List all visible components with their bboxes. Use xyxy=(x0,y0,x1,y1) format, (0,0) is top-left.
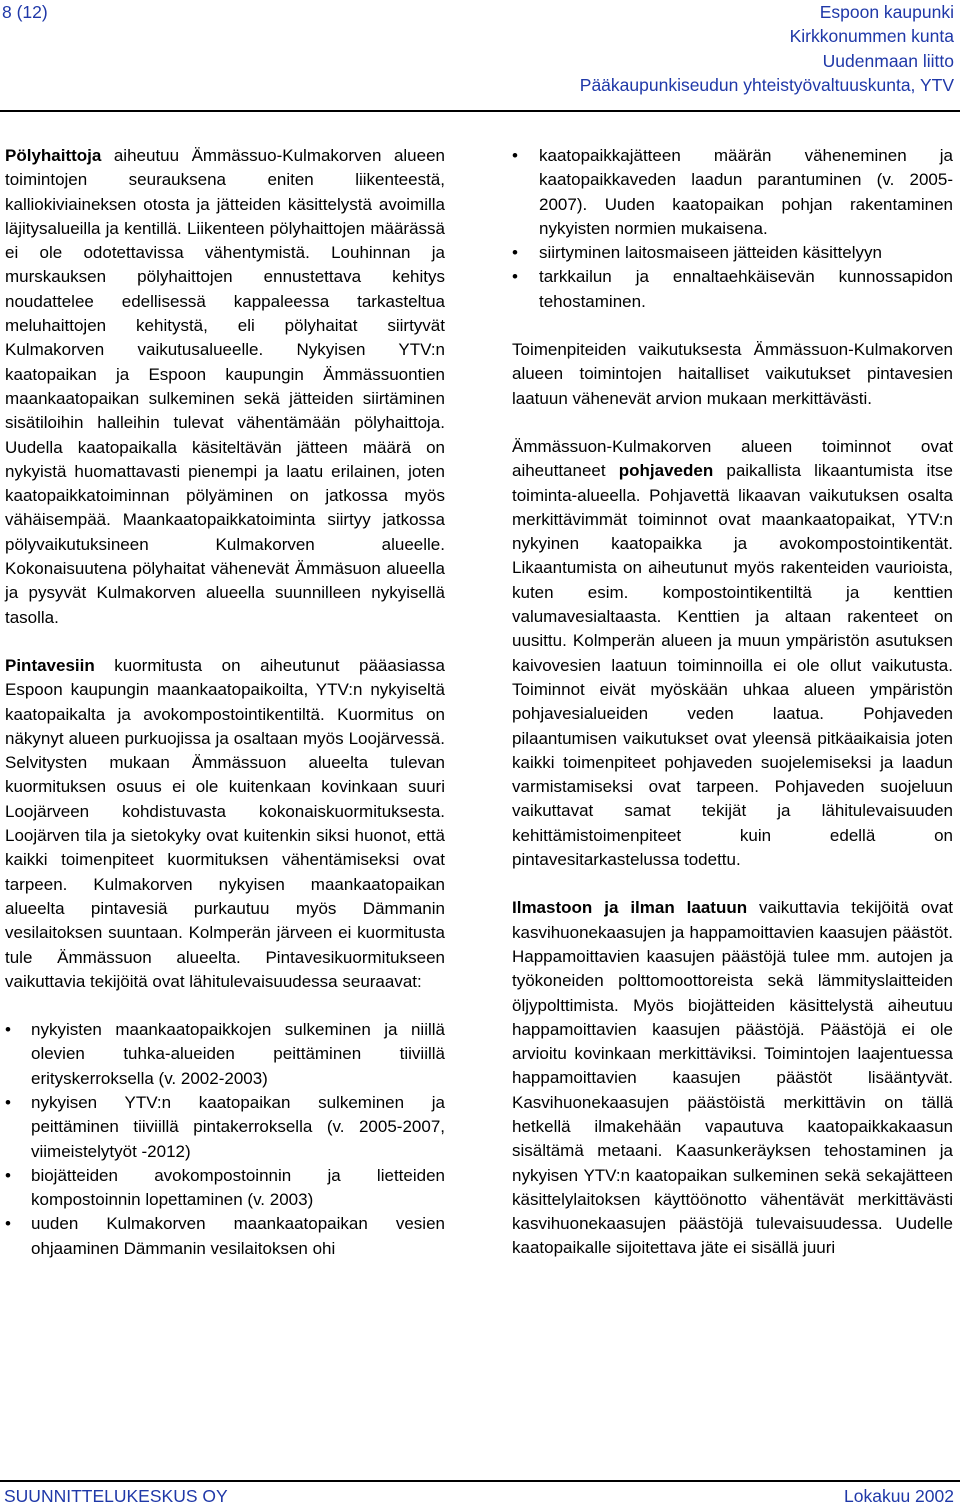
bullet-icon: • xyxy=(5,1214,11,1234)
list-item xyxy=(5,1091,445,1164)
list-item-text: uuden Kulmakorven maankaatopaikan vesien ohjaaminen Dämmanin vesilaitoksen ohi xyxy=(31,1214,445,1258)
org-ytv: Pääkaupunkiseudun yhteistyövaltuuskunta, YTV xyxy=(579,74,954,95)
groundwater-heading: pohjaveden xyxy=(618,461,714,481)
bullet-icon: • xyxy=(512,243,518,263)
org-uudenmaan-liitto: Uudenmaan liitto xyxy=(822,50,954,71)
list-item-text: biojätteiden avokompostoinnin ja lietteiden kompostoinnin lopettaminen (v. 2003) xyxy=(31,1165,445,1210)
climate-air-paragraph xyxy=(512,896,953,1260)
list-item xyxy=(5,1212,445,1261)
surface-water-paragraph xyxy=(5,654,445,994)
bullet-icon: • xyxy=(512,267,518,287)
list-item xyxy=(512,265,953,314)
surface-water-heading: Pintavesiin xyxy=(5,655,95,675)
bullet-icon: • xyxy=(512,146,518,165)
surface-water-text: kuormitusta on aiheutunut pääasiassa Espoon kaupungin maankaatopaikoilta, YTV:n nykyiseltä kaatopaikalta ja avokompostointikentiltä. Kuormitus on näkynyt alueen purkuojissa ja osaltaan myös Loojärvessä. Selvitysten mukaan Ämmässuon alueelta tulevan kuormituksen osuus ei ole kuitenkaan kovinkaan suuri Loojärveen kohdistuvasta kokonaiskuormituksesta. Loojärven tila ja sietokyky ovat kuitenkin siksi huonot, että kaikki toimenpiteet kuormituksen vähentämiseksi ovat tarpeen. Kulmakorven nykyisen maankaatopaikan alueelta pintavesiä purkautuu myös Dämmanin vesilaitoksen suuntaan. Kolmperän järveen ei kuormitusta tule Ämmässuon alueelta. Pintavesikuormitukseen vaikuttavia tekijöitä ovat lähitulevaisuudessa seuraavat: xyxy=(5,655,445,991)
groundwater-text: paikallista likaantumista itse toiminta-alueella. Pohjavettä likaavan vaikutuksen osalta merkittävimmät toiminnot ovat maankaatopaikat, YTV:n nykyinen kaatopaikka ja avokompostointikentät. Likaantumista on aiheutunut myös rakenteiden vaurioista, kuten esim. kompostointikentiltä ja kenttien valumavesialtaasta. Kenttien ja altaan rakenteet on uusittu. Kolmperän alueen ja muun ympäristön asutuksen kaivovesien laatuun toiminnoilla ei ole ollut vaikutusta. Toiminnot eivät myöskään uhkaa alueen ympäristön pohjavesialueiden veden laatua. Pohjaveden pilaantumisen vaikutukset ovat yleensä pitkäaikaisia joten kaikki toimenpiteet pohjaveden suojelemiseksi ja laadun varmistamiseksi ovat tarpeen. Pohjaveden suojeluun vaikuttavat samat tekijät ja lähitulevaisuuden kehittämistoimenpiteet kuin edellä on pintavesitarkastelussa todettu. xyxy=(512,461,954,870)
header-rule xyxy=(0,110,960,112)
list-item xyxy=(512,241,953,265)
list-item-text: siirtyminen laitosmaiseen jätteiden käsittelyyn xyxy=(539,243,882,263)
left-column xyxy=(5,144,445,1261)
footer-rule xyxy=(0,1480,960,1482)
page-number: 8 (12) xyxy=(2,2,48,22)
list-item-text: tarkkailun ja ennaltaehkäisevän kunnossapidon tehostaminen. xyxy=(539,267,953,311)
list-item-text: kaatopaikkajätteen määrän väheneminen ja kaatopaikkaveden laadun parantuminen (v. 2005-2007). Uuden kaatopaikan pohjan rakentaminen nykyisten normien mukaisena. xyxy=(539,146,953,238)
bullet-icon: • xyxy=(5,1165,11,1185)
list-item xyxy=(512,144,953,241)
climate-air-text: vaikuttavia tekijöitä ovat kasvihuonekaasujen ja happamoittavien kaasujen päästöt. Happamoittavien kaasujen päästöjä tulee mm. autojen ja työkoneiden polttomoottoreista sekä lämmityslaitteiden öljypolttimista. Myös biojätteiden käsittelystä aiheutuu happamoittavien kaasujen päästöjä. Päästöjä ei ole arvioitu kovinkaan merkittäviksi. Toimintojen laajentuessa happamoittavien kaasujen päästöt lisääntyvät. Kasvihuonekaasujen päästöistä merkittävin on tällä hetkellä ilmakehään vapautuva kaatopaikkakaasun sisältämä metaani. Kaasunkeräyksen tehostaminen ja nykyisen YTV:n kaatopaikan sulkeminen sekä sekajätteen käsittelylaitoksen käyttöönotto vähentävät merkittävästi kasvihuonekaasujen päästöjä tulevaisuudessa. Uudelle kaatopaikalle sijoitettava jäte ei sisällä juuri xyxy=(512,898,953,1258)
bullet-icon: • xyxy=(5,1092,11,1112)
groundwater-intro: Ämmässuon-Kulmakorven alueen toiminnot ovat aiheuttaneet xyxy=(512,436,953,481)
org-espoo: Espoon kaupunki xyxy=(819,2,954,22)
list-item xyxy=(5,1164,445,1213)
climate-air-heading: Ilmastoon ja ilman laatuun xyxy=(512,898,748,918)
list-item-text: nykyisen YTV:n kaatopaikan sulkeminen ja peittäminen tiiviillä pintakerroksella (v. 2005-2007, viimeistelytyöt -2012) xyxy=(31,1092,445,1161)
header-organizations xyxy=(580,0,954,97)
measures-effect-paragraph: Toimenpiteiden vaikutuksesta Ämmässuon-Kulmakorven alueen toimintojen haitalliset vaikutukset pintavesien laatuun vähenevät arvion mukaan merkittävästi. xyxy=(512,340,953,408)
footer-company: SUUNNITTELUKESKUS OY xyxy=(4,1486,228,1506)
dust-heading: Pölyhaittoja xyxy=(5,146,102,165)
list-item xyxy=(5,1018,445,1091)
right-column xyxy=(512,144,953,1261)
dust-paragraph xyxy=(5,144,445,630)
groundwater-paragraph xyxy=(512,435,953,872)
org-kirkkonummi: Kirkkonummen kunta xyxy=(789,26,954,47)
surface-water-factors-list xyxy=(5,1018,445,1261)
footer-date: Lokakuu 2002 xyxy=(844,1486,954,1506)
dust-text: aiheutuu Ämmässuo-Kulmakorven alueen toimintojen seurauksena eniten liikenteestä, kalliokiviaineksen otosta ja jätteiden käsittelystä avoimilla läjitysalueilla ja kentillä. Liikenteen pölyhaittojen määrässä ei ole odotettavissa vähentymistä. Louhinnan ja murskauksen pölyhaittojen ennustettava kehitys noudattelee edellisessä kappaleessa tarkasteltua meluhaittojen kehitystä, eli pölyhaitat siirtyvät Kulmakorven vaikutusalueelle. Nykyisen YTV:n kaatopaikan ja Espoon kaupungin Ämmässuontien maankaatopaikan sulkeminen sekä jätteiden siirtäminen sisätiloihin halleihin tulevat vähentämään pölyhaittoja. Uudella kaatopaikalla käsiteltävän jätteen määrä on nykyistä huomattavasti pienempi ja laatu erilainen, joten kaatopaikkatoiminnan pölyäminen on jatkossa myös vähäisempää. Maankaatopaikkatoiminta siirtyy jatkossa pölyvaikutuksineen Kulmakorven alueelle. Kokonaisuutena pölyhaitat vähenevät Ämmäsuon alueella ja pysyvät Kulmakorven alueella suunnilleen nykyisellä tasolla. xyxy=(5,146,445,627)
right-bullet-list xyxy=(512,144,953,314)
list-item-text: nykyisten maankaatopaikkojen sulkeminen ja niillä olevien tuhka-alueiden peittäminen tiiviillä erityskerroksella (v. 2002-2003) xyxy=(31,1020,445,1088)
bullet-icon: • xyxy=(5,1020,11,1040)
